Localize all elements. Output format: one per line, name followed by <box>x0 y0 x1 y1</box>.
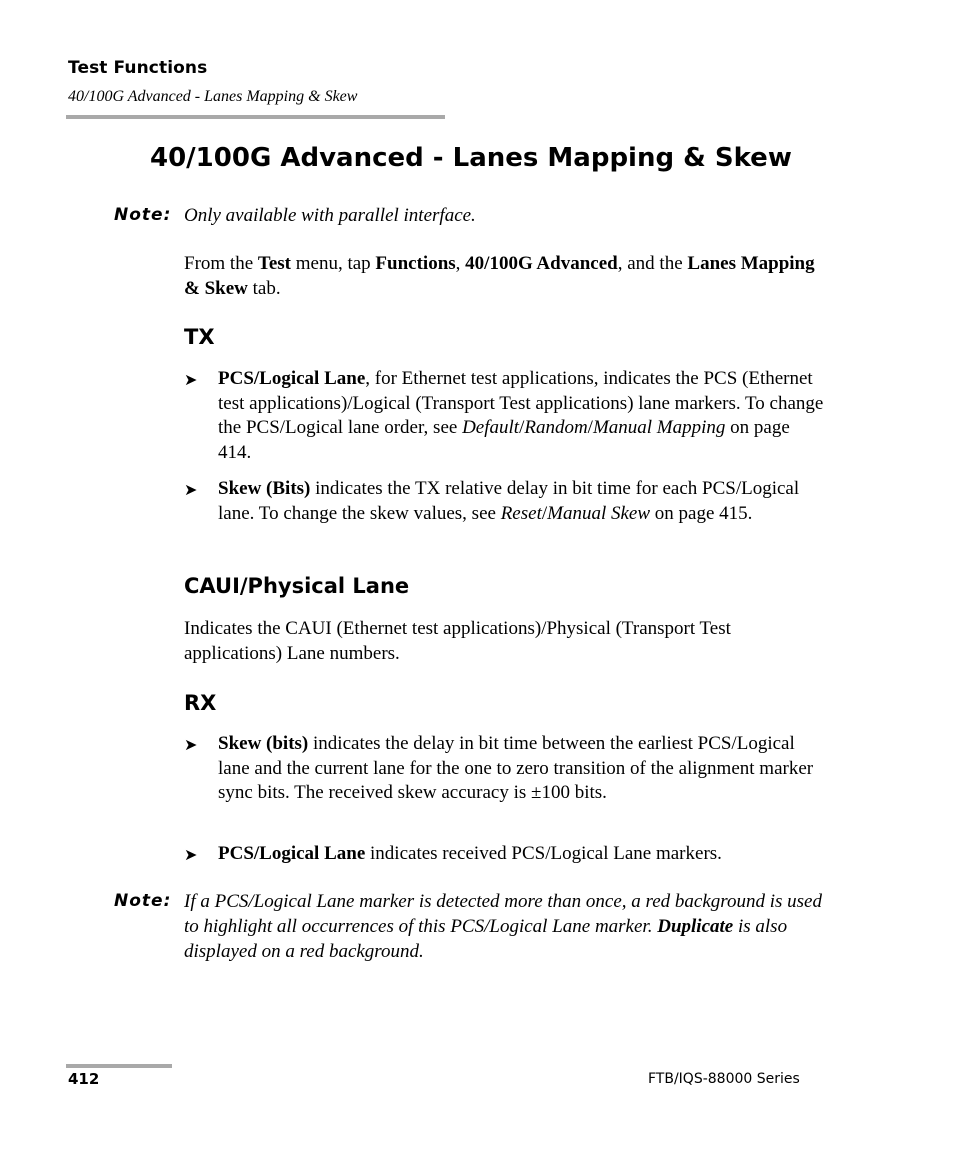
bullet-arrow-icon: ➤ <box>184 372 198 389</box>
link-default[interactable]: Default <box>462 417 520 439</box>
bullet-arrow-icon: ➤ <box>184 737 198 754</box>
section-heading-rx: RX <box>184 691 217 715</box>
section-heading-caui-physical-lane: CAUI/Physical Lane <box>184 574 410 598</box>
page-number: 412 <box>68 1070 100 1088</box>
rx-bullet-pcs-logical-lane: ➤ PCS/Logical Lane indicates received PCS/Logical Lane markers. <box>184 842 824 867</box>
bullet-arrow-icon: ➤ <box>184 482 198 499</box>
caui-paragraph: Indicates the CAUI (Ethernet test applications)/Physical (Transport Test applications) Lane numbers. <box>184 618 731 664</box>
link-manual-skew[interactable]: Manual Skew <box>547 502 651 524</box>
section-heading-tx: TX <box>184 325 215 349</box>
tx-bullet-pcs-logical-lane: ➤ PCS/Logical Lane, for Ethernet test applications, indicates the PCS (Ethernet test applications)/Logical (Transport Test applications) lane markers. To change the PCS/Logical lane order, see Default/Random/Manual Mapping on page 414. <box>184 368 824 464</box>
running-header-subtitle: 40/100G Advanced - Lanes Mapping & Skew <box>68 88 358 105</box>
note-label: Note: <box>114 205 172 225</box>
link-random[interactable]: Random <box>524 417 588 439</box>
note-text: If a PCS/Logical Lane marker is detected more than once, a red background is used to highlight all occurrences of this PCS/Logical Lane marker. Duplicate is also displayed on a red background. <box>184 891 822 962</box>
note-label: Note: <box>114 891 172 911</box>
footer-rule <box>66 1064 172 1068</box>
bullet-arrow-icon: ➤ <box>184 847 198 864</box>
link-reset[interactable]: Reset <box>500 502 542 524</box>
product-series: FTB/IQS-88000 Series <box>648 1071 800 1087</box>
page-title: 40/100G Advanced - Lanes Mapping & Skew <box>150 143 792 173</box>
link-manual-mapping[interactable]: Manual Mapping <box>592 417 726 439</box>
tx-bullet-skew-bits: ➤ Skew (Bits) indicates the TX relative delay in bit time for each PCS/Logical lane. To change the skew values, see Reset/Manual Skew on page 415. <box>184 478 800 524</box>
note-text: Only available with parallel interface. <box>184 205 476 226</box>
rx-bullet-skew-bits: ➤ Skew (bits) indicates the delay in bit time between the earliest PCS/Logical lane and the current lane for the one to zero transition of the alignment marker sync bits. The received skew accuracy is ±100 bits. <box>184 733 814 804</box>
running-header-title: Test Functions <box>68 58 208 78</box>
intro-paragraph: From the Test menu, tap Functions, 40/100G Advanced, and the Lanes Mapping & Skew tab. <box>184 253 815 299</box>
header-rule <box>66 115 445 119</box>
